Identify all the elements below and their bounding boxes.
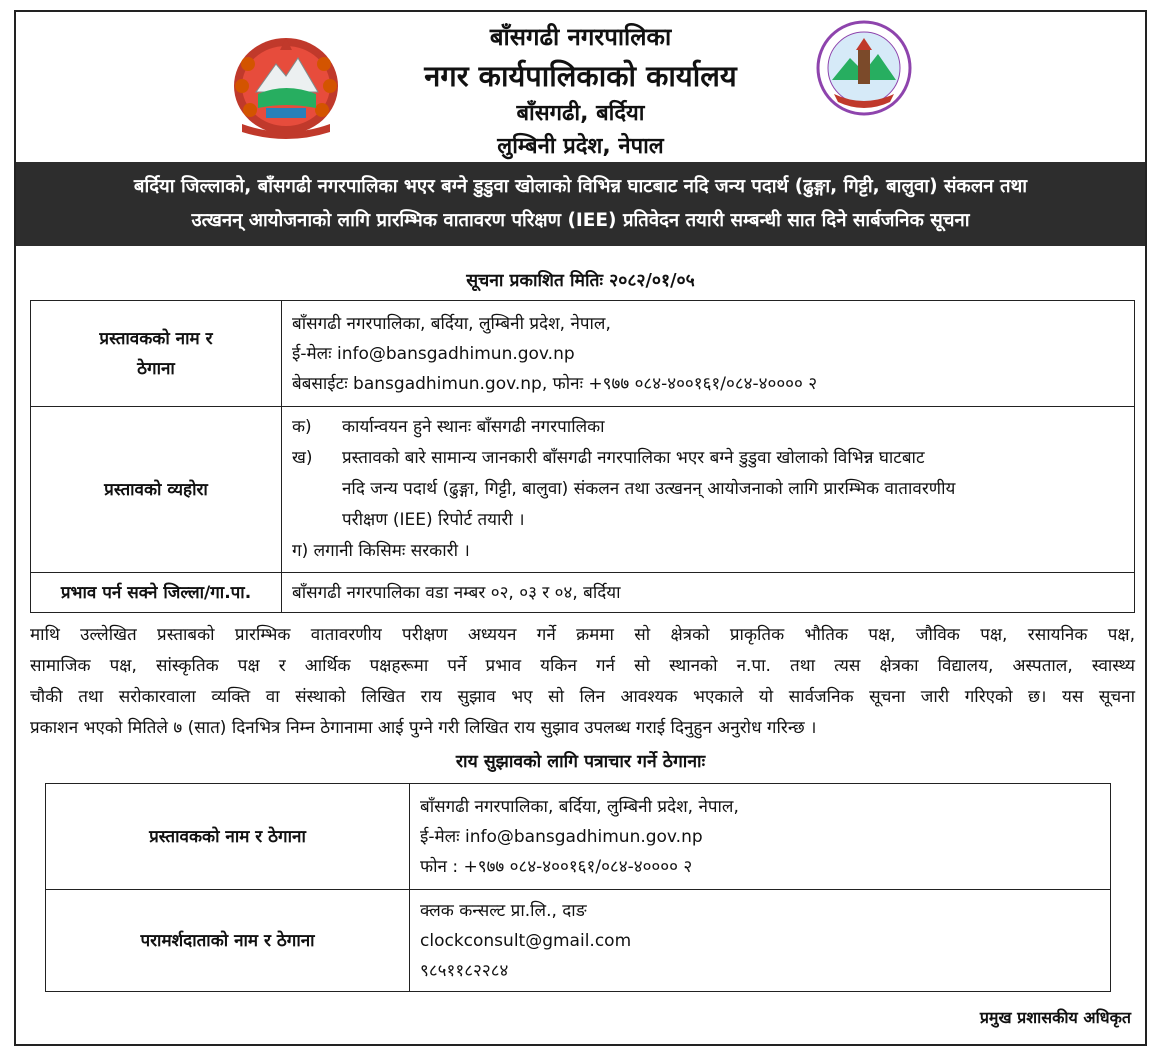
proposer-value	[410, 784, 1111, 890]
body-line: माथि उल्लेखित प्रस्ताबको प्रारम्भिक वातावरणीय परीक्षण अध्ययन गर्ने क्रममा सो क्षेत्रको प्राकृतिक भौतिक पक्ष, जौविक पक्ष, रसायनिक पक्ष,	[30, 625, 1135, 645]
consultant-email: clockconsult@gmail.com	[420, 930, 632, 951]
list-item	[292, 536, 1133, 567]
proposer-label	[31, 301, 282, 407]
label-line: प्रस्तावकको नाम र	[99, 328, 213, 349]
body-line: सामाजिक पक्ष, सांस्कृतिक पक्ष र आर्थिक पक्षहरूमा पर्ने प्रभाव यकिन गर्न सो स्थानको न.पा. तथा त्यस क्षेत्रका विद्यालय, अस्पताल, स्वास्थ्य	[30, 656, 1135, 676]
proposal-table	[30, 300, 1135, 613]
notice-title-band	[16, 162, 1145, 246]
signatory-title: प्रमुख प्रशासकीय अधिकृत	[979, 1008, 1131, 1027]
notice-title-line: उत्खनन् आयोजनाको लागि प्रारम्भिक वातावरण परिक्षण (IEE) प्रतिवेदन तयारी सम्बन्धी सात दिने सार्बजनिक सूचना	[191, 210, 970, 231]
proposer-email: ई-मेलः info@bansgadhimun.gov.np	[292, 343, 575, 364]
letterhead	[16, 12, 1145, 162]
item-text: कार्यान्वयन हुने स्थानः बाँसगढी नगरपालिका	[342, 417, 605, 437]
proposer-label: प्रस्तावकको नाम र ठेगाना	[46, 784, 410, 890]
table-row	[31, 573, 1135, 613]
consultant-label: परामर्शदाताको नाम र ठेगाना	[46, 890, 410, 992]
publish-date: सूचना प्रकाशित मितिः २०८२/०१/०५	[466, 271, 695, 291]
province-country: लुम्बिनी प्रदेश, नेपाल	[497, 134, 664, 159]
notice-body	[30, 620, 1135, 744]
affected-area-value: बाँसगढी नगरपालिका वडा नम्बर ०२, ०३ र ०४, बर्दिया	[282, 573, 1135, 613]
office-name: नगर कार्यपालिकाको कार्यालय	[424, 59, 737, 93]
body-line: प्रकाशन भएको मितिले ७ (सात) दिनभित्र निम्न ठेगानामा आई पुग्ने गरी लिखित राय सुझाव उपलब्ध गराई दिनुहुन अनुरोध गरिन्छ ।	[30, 718, 817, 738]
consultant-value	[410, 890, 1111, 992]
correspondence-table	[45, 783, 1111, 992]
list-item	[292, 443, 1133, 536]
table-row	[31, 407, 1135, 573]
item-text: प्रस्तावको बारे सामान्य जानकारी बाँसगढी नगरपालिका भएर बग्ने डुडुवा खोलाको विभिन्न घाटबाट	[342, 448, 925, 468]
proposer-email: ई-मेलः info@bansgadhimun.gov.np	[420, 826, 703, 847]
table-row	[31, 301, 1135, 407]
item-marker: क)	[292, 417, 312, 437]
affected-area-label: प्रभाव पर्न सक्ने जिल्ला/गा.पा.	[31, 573, 282, 613]
proposer-address: बाँसगढी नगरपालिका, बर्दिया, लुम्बिनी प्रदेश, नेपाल,	[292, 313, 611, 334]
item-text: नदि जन्य पदार्थ (ढुङ्गा, गिट्टी, बालुवा) संकलन तथा उत्खनन् आयोजनाको लागि प्रारम्भिक वातावरणीय	[342, 479, 956, 499]
proposal-subject-value	[282, 407, 1135, 573]
municipality-name: बाँसगढी नगरपालिका	[489, 23, 672, 51]
list-item	[292, 412, 1133, 443]
label-line: ठेगाना	[137, 358, 175, 379]
table-row	[46, 890, 1111, 992]
consultant-name: क्लक कन्सल्ट प्रा.लि., दाङ	[420, 900, 587, 921]
proposer-address: बाँसगढी नगरपालिका, बर्दिया, लुम्बिनी प्रदेश, नेपाल,	[420, 796, 739, 817]
correspondence-title: राय सुझावको लागि पत्राचार गर्ने ठेगानाः	[455, 752, 706, 772]
proposer-value	[282, 301, 1135, 407]
consultant-phone: ९८५११८२२८४	[420, 960, 509, 981]
notice-title-line: बर्दिया जिल्लाको, बाँसगढी नगरपालिका भएर बग्ने डुडुवा खोलाको विभिन्न घाटबाट नदि जन्य पदार्थ (ढुङ्गा, गिट्टी, बालुवा) संकलन तथा	[133, 176, 1028, 197]
body-line: चौकी तथा सरोकारवाला व्यक्ति वा संस्थाको लिखित राय सुझाव भए सो लिन आवश्यक भएकाले यो सार्वजनिक सूचना जारी गरिएको छ। यस सूचना	[30, 687, 1135, 707]
item-marker: ख)	[292, 448, 313, 468]
table-row	[46, 784, 1111, 890]
proposal-subject-label: प्रस्तावको व्यहोरा	[31, 407, 282, 573]
office-location: बाँसगढी, बर्दिया	[516, 101, 645, 126]
proposer-website-phone: बेबसाईटः bansgadhimun.gov.np, फोनः +९७७ ०८४-४००१६१/०८४-४०००० २	[292, 373, 818, 394]
item-text: परीक्षण (IEE) रिपोर्ट तयारी ।	[342, 510, 525, 530]
proposer-phone: फोन : +९७७ ०८४-४००१६१/०८४-४०००० २	[420, 856, 693, 877]
item-text: ग) लगानी किसिमः सरकारी ।	[292, 541, 470, 561]
